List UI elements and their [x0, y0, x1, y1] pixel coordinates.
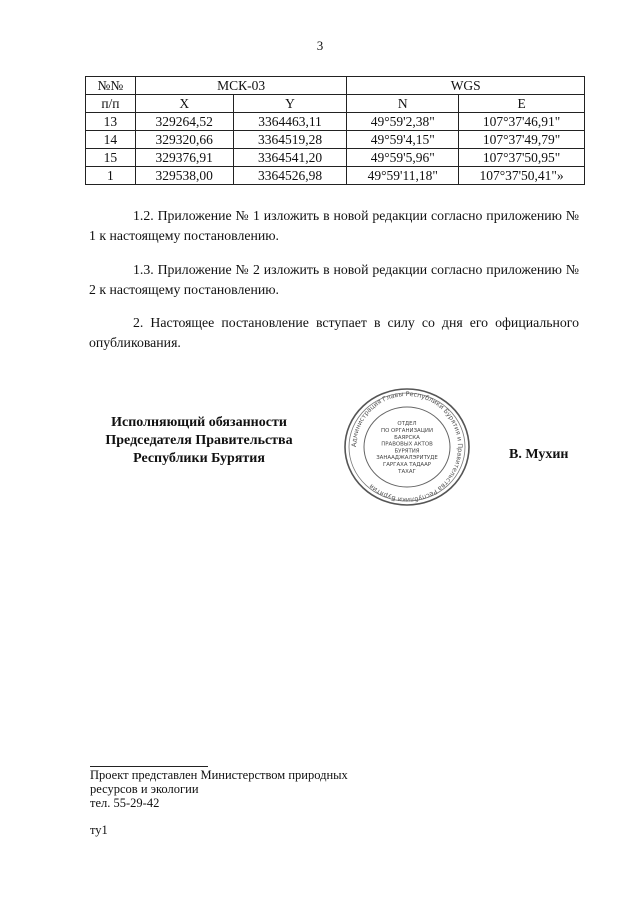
footnote	[90, 768, 348, 810]
paragraph-1-3: 1.3. Приложение № 2 изложить в новой редакции согласно приложению № 2 к настоящему постановлению.	[89, 262, 579, 297]
page-number: 3	[316, 38, 324, 53]
header-n: N	[347, 95, 459, 113]
coordinates-table	[85, 76, 585, 185]
header-wgs: WGS	[347, 77, 585, 95]
footnote-line-3: тел. 55-29-42	[90, 796, 160, 810]
signer-title-line-2: Председателя Правительства	[105, 433, 293, 448]
cell-y: 3364519,28	[233, 131, 347, 149]
cell-y: 3364526,98	[233, 167, 347, 185]
table-header-row	[86, 77, 585, 95]
cell-num: 1	[86, 167, 136, 185]
header-x: X	[135, 95, 233, 113]
cell-x: 329320,66	[135, 131, 233, 149]
signer-title	[92, 414, 306, 468]
cell-n: 49°59'5,96"	[347, 149, 459, 167]
cell-e: 107°37'46,91"	[459, 113, 585, 131]
cell-y: 3364541,20	[233, 149, 347, 167]
table-row	[86, 149, 585, 167]
seal-ring-text: Администрация Главы Республики Бурятия и Правительства Республики Бурятия	[349, 389, 465, 505]
seal-center-line: ГАРГАХА ТАДААР	[382, 462, 432, 468]
table-row	[86, 131, 585, 149]
header-num: №№	[86, 77, 136, 95]
footnote-divider	[90, 766, 208, 767]
seal-center-line: ТАХАГ	[398, 468, 416, 475]
seal-center-line: ЗАНААДЖАЛЭРИТУДЕ	[376, 455, 438, 462]
cell-e: 107°37'50,95"	[459, 149, 585, 167]
cell-num: 13	[86, 113, 136, 131]
signer-title-line-3: Республики Бурятия	[133, 451, 265, 466]
header-pp: п/п	[86, 95, 136, 113]
cell-n: 49°59'11,18"	[347, 167, 459, 185]
document-code: ту1	[90, 823, 108, 837]
cell-num: 15	[86, 149, 136, 167]
header-y: Y	[233, 95, 347, 113]
table-row	[86, 113, 585, 131]
footnote-line-1: Проект представлен Министерством природных	[90, 768, 348, 782]
seal-center-line: ПО ОРГАНИЗАЦИИ	[381, 428, 433, 434]
seal-center-line: БАЯРСКА	[394, 434, 420, 441]
official-seal-stamp	[343, 387, 471, 507]
cell-x: 329264,52	[135, 113, 233, 131]
cell-x: 329376,91	[135, 149, 233, 167]
signer-name: В. Мухин	[509, 447, 569, 462]
cell-n: 49°59'2,38"	[347, 113, 459, 131]
seal-center-line: ПРАВОВЫХ АКТОВ	[381, 441, 433, 448]
footnote-line-2: ресурсов и экологии	[90, 782, 199, 796]
cell-x: 329538,00	[135, 167, 233, 185]
cell-num: 14	[86, 131, 136, 149]
paragraph-2: 2. Настоящее постановление вступает в силу со дня его официального опубликования.	[89, 315, 579, 350]
cell-y: 3364463,11	[233, 113, 347, 131]
table-subheader-row	[86, 95, 585, 113]
signer-title-line-1: Исполняющий обязанности	[111, 415, 287, 430]
header-msk: МСК-03	[135, 77, 347, 95]
cell-n: 49°59'4,15"	[347, 131, 459, 149]
cell-e: 107°37'50,41"»	[459, 167, 585, 185]
cell-e: 107°37'49,79"	[459, 131, 585, 149]
paragraph-1-2: 1.2. Приложение № 1 изложить в новой редакции согласно приложению № 1 к настоящему постановлению.	[89, 208, 579, 243]
seal-center-line: БУРЯТИЯ	[394, 448, 420, 455]
header-e: E	[459, 95, 585, 113]
table-row	[86, 167, 585, 185]
seal-center-line: ОТДЕЛ	[397, 421, 417, 428]
